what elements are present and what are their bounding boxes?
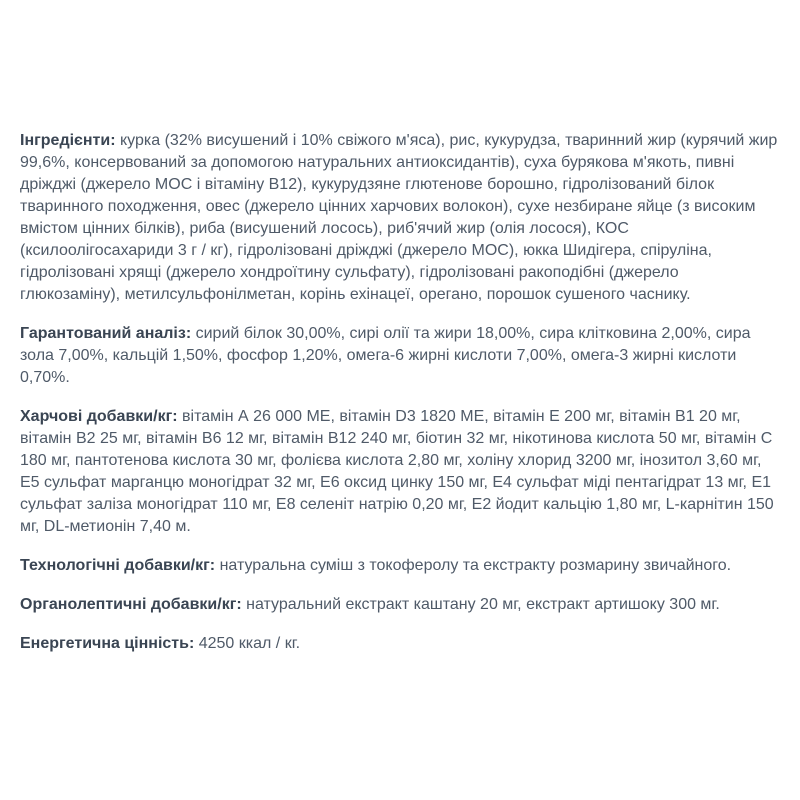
section-guaranteed-analysis (20, 323, 782, 389)
energy-value-label: Енергетична цінність: (20, 635, 195, 652)
energy-value-text: 4250 ккал / кг. (198, 635, 301, 652)
nutritional-additives-text: вітамін А 26 000 МЕ, вітамін D3 1820 МЕ, вітамін Е 200 мг, вітамін В1 20 мг, вітамін В2 25 мг, вітамін В6 12 мг, вітамін В12 240 мг, біотин 32 мг, нікотинова кислота 50 мг, вітамін С 180 мг, пантотенова кислота 30 мг, фолієва кислота 2,80 мг, холіну хлорид 3200 мг, інозитол 3,60 мг, Е5 сульфат марганцю моногідрат 32 мг, Е6 оксид цинку 150 мг, Е4 сульфат міді пентагідрат 13 мг, Е1 сульфат заліза моногідрат 110 мг, Е8 селеніт натрію 0,20 мг, Е2 йодит кальцію 1,80 мг, L-карнітин 150 мг, DL-метионін 7,40 м. (20, 408, 774, 535)
section-technological-additives (20, 555, 782, 577)
guaranteed-analysis-label: Гарантований аналіз: (20, 325, 192, 342)
product-description-text (20, 130, 782, 672)
organoleptic-additives-text: натуральний екстракт каштану 20 мг, екстракт артишоку 300 мг. (246, 596, 720, 613)
technological-additives-label: Технологічні добавки/кг: (20, 557, 216, 574)
guaranteed-analysis-text: сирий білок 30,00%, сирі олії та жири 18,00%, сира клітковина 2,00%, сира зола 7,00%, кальцій 1,50%, фосфор 1,20%, омега-6 жирні кислоти 7,00%, омега-3 жирні кислоти 0,70%. (20, 325, 751, 386)
ingredients-label: Інгредієнти: (20, 132, 116, 149)
section-ingredients (20, 130, 782, 306)
organoleptic-additives-label: Органолептичні добавки/кг: (20, 596, 242, 613)
technological-additives-text: натуральна суміш з токоферолу та екстракту розмарину звичайного. (219, 557, 732, 574)
nutritional-additives-label: Харчові добавки/кг: (20, 408, 178, 425)
ingredients-text: курка (32% висушений і 10% свіжого м'яса), рис, кукурудза, тваринний жир (курячий жир 99,6%, консервований за допомогою натуральних антиоксидантів), суха бурякова м'якоть, пивні дріжджі (джерело МОС і вітаміну В12), кукурудзяне глютенове борошно, гідролізований білок тваринного походження, овес (джерело цінних харчових волокон), сухе незбиране яйце (з високим вмістом цінних білків), риба (висушений лосось), риб'ячий жир (олія лосося), КОС (ксилоолігосахариди 3 г / кг), гідролізовані дріжджі (джерело МОС), юкка Шидігера, спіруліна, гідролізовані хрящі (джерело хондроїтину сульфату), гідролізовані ракоподібні (джерело глюкозаміну), метилсульфонілметан, корінь ехінацеї, орегано, порошок сушеного часнику. (20, 132, 778, 303)
section-organoleptic-additives (20, 594, 782, 616)
section-energy-value (20, 633, 782, 655)
section-nutritional-additives (20, 406, 782, 538)
